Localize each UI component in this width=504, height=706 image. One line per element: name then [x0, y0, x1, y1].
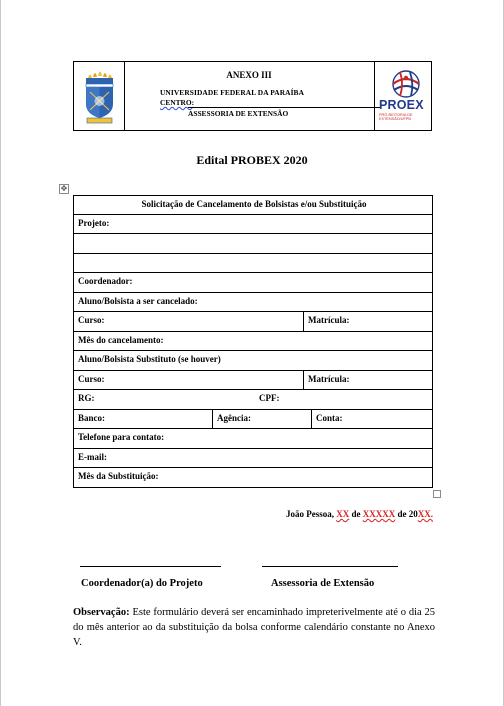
proex-brand: PROEX [379, 98, 424, 112]
center-underline [188, 107, 381, 108]
ufpb-logo-icon [74, 62, 124, 130]
label-aluno-cancelado: Aluno/Bolsista a ser cancelado: [78, 295, 198, 306]
observation-text: Este formulário deverá ser encaminhado impreterivelmente até o dia 25 do mês anterior ao da substituição da bolsa conforme calendário constante no Anexo V. [73, 607, 436, 648]
row-projeto-blank-1[interactable] [73, 234, 433, 254]
row-coordenador[interactable] [73, 273, 433, 293]
university-name: UNIVERSIDADE FEDERAL DA PARAÍBA [160, 88, 305, 97]
label-curso-1: Curso: [78, 315, 105, 325]
label-conta: Conta: [311, 410, 434, 429]
header-text-cell [124, 62, 374, 130]
row-curso-1[interactable] [73, 312, 433, 332]
row-telefone[interactable] [73, 429, 433, 449]
proex-globe-icon [375, 62, 432, 102]
place-city: João Pessoa, [286, 509, 334, 519]
row-email[interactable] [73, 449, 433, 469]
form-caption: Solicitação de Cancelamento de Bolsistas e/ou Substituição [141, 199, 367, 209]
ufpb-logo-cell [74, 62, 125, 130]
label-agencia: Agência: [212, 410, 311, 429]
signature-label-assessoria: Assessoria de Extensão [271, 578, 375, 589]
label-rg: RG: [78, 393, 95, 403]
table-resize-handle[interactable] [433, 490, 441, 498]
center-label: CENTRO: [160, 98, 195, 107]
row-projeto-blank-2[interactable] [73, 254, 433, 274]
row-aluno-cancelado[interactable] [73, 293, 433, 313]
label-matricula-1: Matrícula: [303, 312, 434, 331]
header-box [73, 61, 432, 131]
label-aluno-substituto: Aluno/Bolsista Substituto (se houver) [78, 354, 221, 364]
observation-label: Observação: [73, 607, 130, 618]
form-caption-row [73, 195, 433, 215]
label-matricula-2: Matrícula: [303, 371, 434, 390]
date-de-2: de 20 [397, 509, 418, 519]
date-year-placeholder: XX. [417, 509, 433, 519]
label-mes-substituicao: Mês da Substituição: [78, 471, 159, 481]
row-rg-cpf[interactable] [73, 390, 433, 410]
date-de-1: de [351, 509, 361, 519]
label-email: E-mail: [78, 451, 107, 462]
signature-label-coordenador: Coordenador(a) do Projeto [81, 578, 203, 589]
row-mes-cancelamento[interactable] [73, 332, 433, 352]
label-projeto: Projeto: [78, 217, 110, 228]
table-move-handle-icon[interactable]: ✥ [60, 184, 68, 193]
proex-logo-cell [374, 62, 432, 130]
annex-title: ANEXO III [226, 70, 272, 80]
form-table [73, 195, 433, 488]
document-title: Edital PROBEX 2020 [196, 153, 308, 167]
proex-subtitle: PRÓ-REITORIA DE EXTENSÃO/UFPB [379, 113, 413, 122]
row-aluno-substituto[interactable] [73, 351, 433, 371]
label-cpf: CPF: [259, 393, 280, 403]
label-mes-cancelamento: Mês do cancelamento: [78, 334, 164, 345]
label-banco: Banco: [78, 412, 105, 423]
row-curso-2[interactable] [73, 371, 433, 391]
row-banco[interactable] [73, 410, 433, 430]
signature-line-right [262, 566, 398, 567]
office-name: ASSESSORIA DE EXTENSÃO [188, 109, 289, 118]
row-projeto[interactable] [73, 215, 433, 235]
label-curso-2: Curso: [78, 373, 105, 384]
row-mes-substituicao[interactable] [73, 468, 433, 488]
date-day-placeholder: XX [336, 509, 350, 519]
signature-line-left [80, 566, 221, 567]
place-date [286, 509, 433, 519]
label-telefone: Telefone para contato: [78, 432, 165, 442]
date-month-placeholder: XXXXX [362, 509, 396, 519]
observation-paragraph [73, 605, 435, 650]
page-edge-left [0, 0, 1, 706]
label-coordenador: Coordenador: [78, 276, 133, 286]
